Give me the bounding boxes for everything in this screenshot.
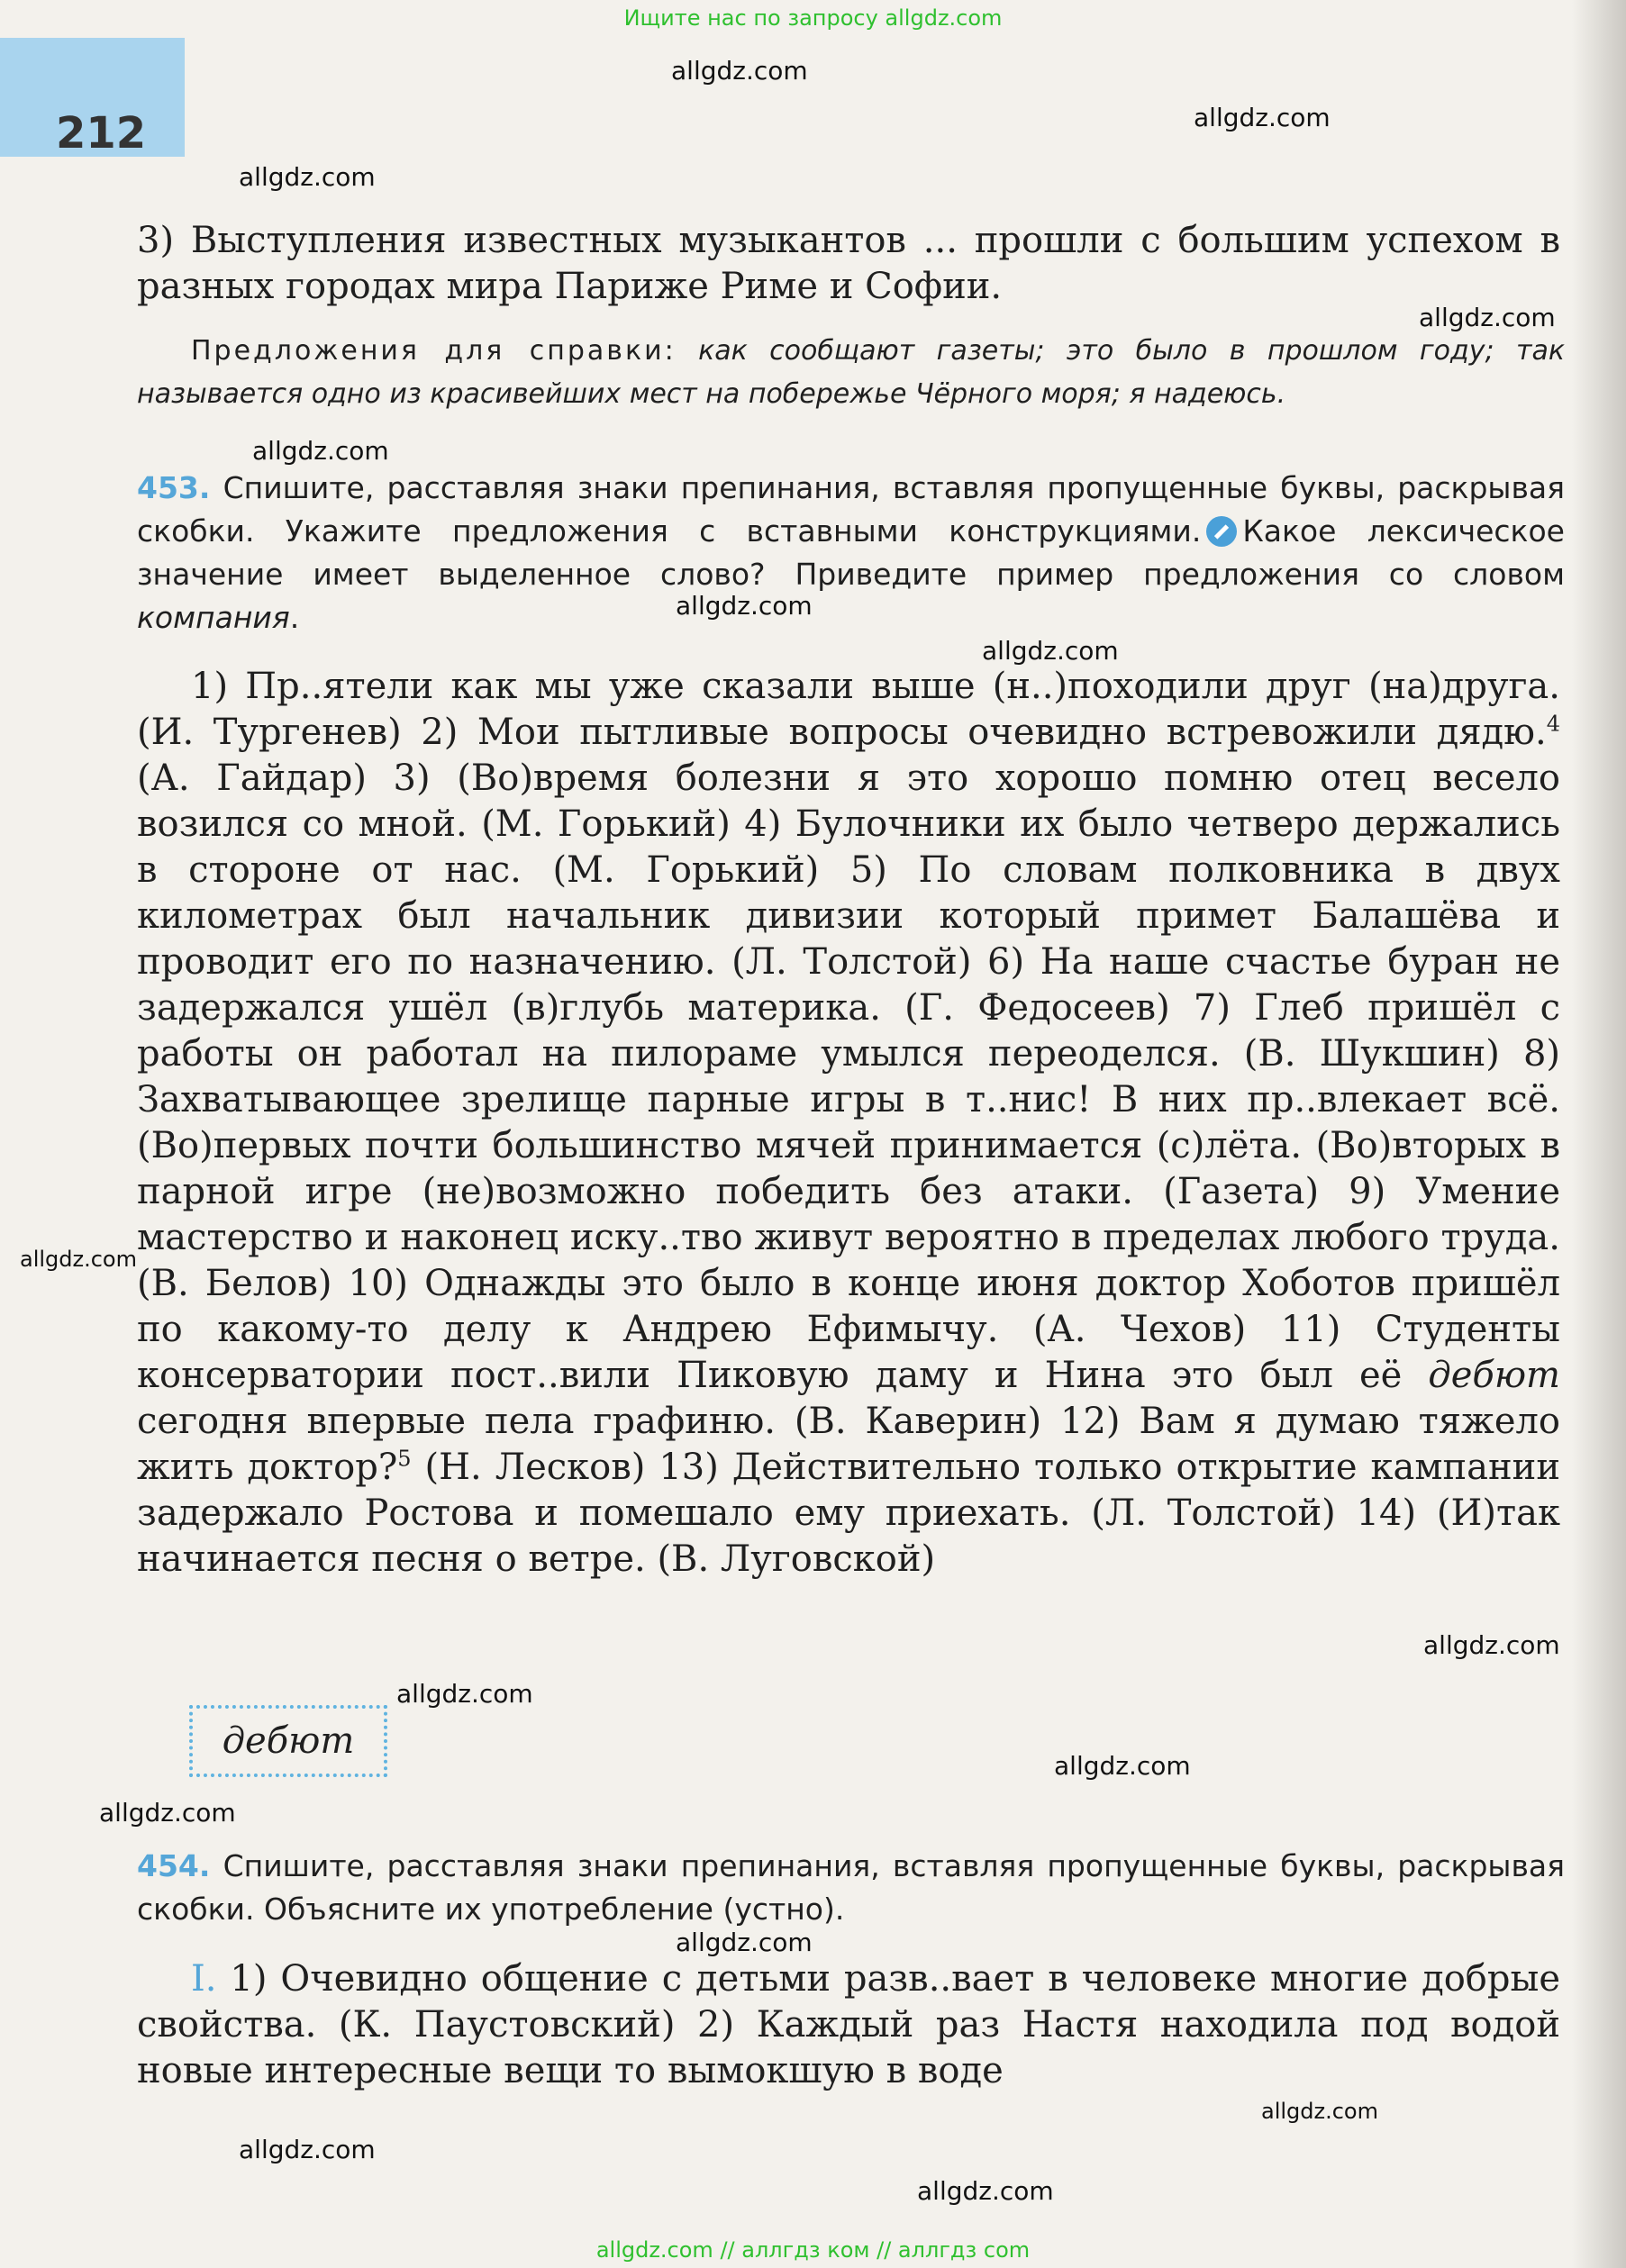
watermark: allgdz.com	[1054, 1751, 1191, 1781]
watermark: allgdz.com	[1423, 1630, 1560, 1660]
reference-text: как сообщают газеты; это было в прошлом году; так называется одно из красивейших мест на побережье Чёрного моря; я надеюсь.	[137, 335, 1566, 410]
watermark: allgdz.com	[396, 1679, 533, 1709]
watermark: allgdz.com	[1261, 2099, 1378, 2124]
watermark: allgdz.com	[676, 591, 813, 621]
watermark: allgdz.com	[99, 1798, 236, 1828]
watermark: allgdz.com	[1419, 303, 1556, 332]
exercise-453-body-part: 1) Пр..ятели как мы уже сказали выше (н..)походили друг (на)друга. (И. Тургенев) 2) Мои пытливые вопросы очевидно встревожили дядю.	[137, 666, 1560, 753]
highlighted-word: дебют	[1428, 1355, 1560, 1396]
top-banner[interactable]: Ищите нас по запросу allgdz.com	[623, 5, 1003, 31]
section-roman-one: I.	[191, 1958, 217, 2000]
exercise-454-number: 454.	[137, 1848, 211, 1883]
watermark: allgdz.com	[239, 162, 376, 192]
vocabulary-word-box: дебют	[189, 1705, 387, 1777]
exercise-454-task	[137, 1845, 1565, 1931]
reference-label: Предложения для справки:	[191, 335, 677, 367]
exercise-453-keyword: компания	[137, 600, 290, 635]
reference-block	[137, 330, 1565, 416]
exercise-453-body-part: (А. Гайдар) 3) (Во)время болезни я это хорошо помню отец весело возился со мной. (М. Горький) 4) Булочники их было четверо держались в стороне от нас. (М. Горький) 5) По словам полковника в двух километрах был начальник дивизии который примет Балашёва и проводит его по назначению. (Л. Толстой) 6) На наше счастье буран не задержался ушёл (в)глубь материка. (Г. Федосеев) 7) Глеб пришёл с работы он работал на пилораме умылся переоделся. (В. Шукшин) 8) Захватывающее зрелище парные игры в т..нис! В них пр..влекает всё. (Во)первых почти большинство мячей принимается (с)лёта. (Во)вторых в парной игре (не)возможно победить без атаки. (Газета) 9) Умение мастерство и наконец иску..тво живут вероятно в пределах любого труда. (В. Белов) 10) Однажды это было в конце июня доктор Хоботов пришёл по какому-то делу к Андрею Ефимычу. (А. Чехов) 11) Студенты консерватории пост..вили Пиковую даму и Нина это был её	[137, 758, 1560, 1396]
exercise-453-body-part: сегодня впервые пела графиню. (В. Каверин) 12) Вам я думаю тяжело жить доктор?	[137, 1401, 1560, 1488]
exercise-454-task-text: Спишите, расставляя знаки препинания, вставляя пропущенные буквы, раскрывая скобки. Объясните их употребление (устно).	[137, 1848, 1565, 1927]
exercise-454-body	[137, 1956, 1560, 2094]
exercise-453-question: Какое лексическое значение имеет выделенное слово? Приведите пример предложения со словом	[137, 513, 1565, 592]
exercise-453-task-end: .	[289, 600, 300, 635]
page-edge-shadow	[1572, 0, 1626, 2268]
footnote-5: 5	[397, 1446, 412, 1472]
exercise-453-number: 453.	[137, 470, 211, 505]
watermark: allgdz.com	[671, 56, 808, 86]
watermark: allgdz.com	[982, 636, 1119, 666]
watermark: allgdz.com	[917, 2176, 1054, 2206]
pencil-icon	[1206, 516, 1237, 547]
footnote-4: 4	[1546, 711, 1560, 737]
page-number: 212	[56, 108, 147, 159]
exercise-453-task	[137, 467, 1565, 640]
watermark: allgdz.com	[1194, 103, 1331, 132]
watermark: allgdz.com	[676, 1928, 813, 1957]
watermark: allgdz.com	[239, 2135, 376, 2164]
exercise-453-body-part: (Н. Лесков) 13) Действительно только открытие кампании задержало Ростова и помешало ему приехать. (Л. Толстой) 14) (И)так начинается песня о ветре. (В. Луговской)	[137, 1447, 1560, 1580]
bottom-banner[interactable]: allgdz.com // аллгдз ком // аллгдз com	[595, 2237, 1031, 2263]
exercise-454-body-text: 1) Очевидно общение с детьми разв..вает в человеке многие добрые свойства. (К. Паустовский) 2) Каждый раз Настя находила под водой новые интересные вещи то вымокшую в воде	[137, 1958, 1560, 2091]
exercise-453-task-text: Спишите, расставляя знаки препинания, вставляя пропущенные буквы, раскрывая скобки. Укажите предложения с вставными конструкциями.	[137, 470, 1565, 549]
watermark: allgdz.com	[252, 436, 389, 466]
intro-sentence-3: 3) Выступления известных музыкантов ... прошли с большим успехом в разных городах мира Париже Риме и Софии.	[137, 220, 1560, 307]
watermark: allgdz.com	[20, 1247, 137, 1272]
exercise-453-body	[137, 664, 1560, 1583]
